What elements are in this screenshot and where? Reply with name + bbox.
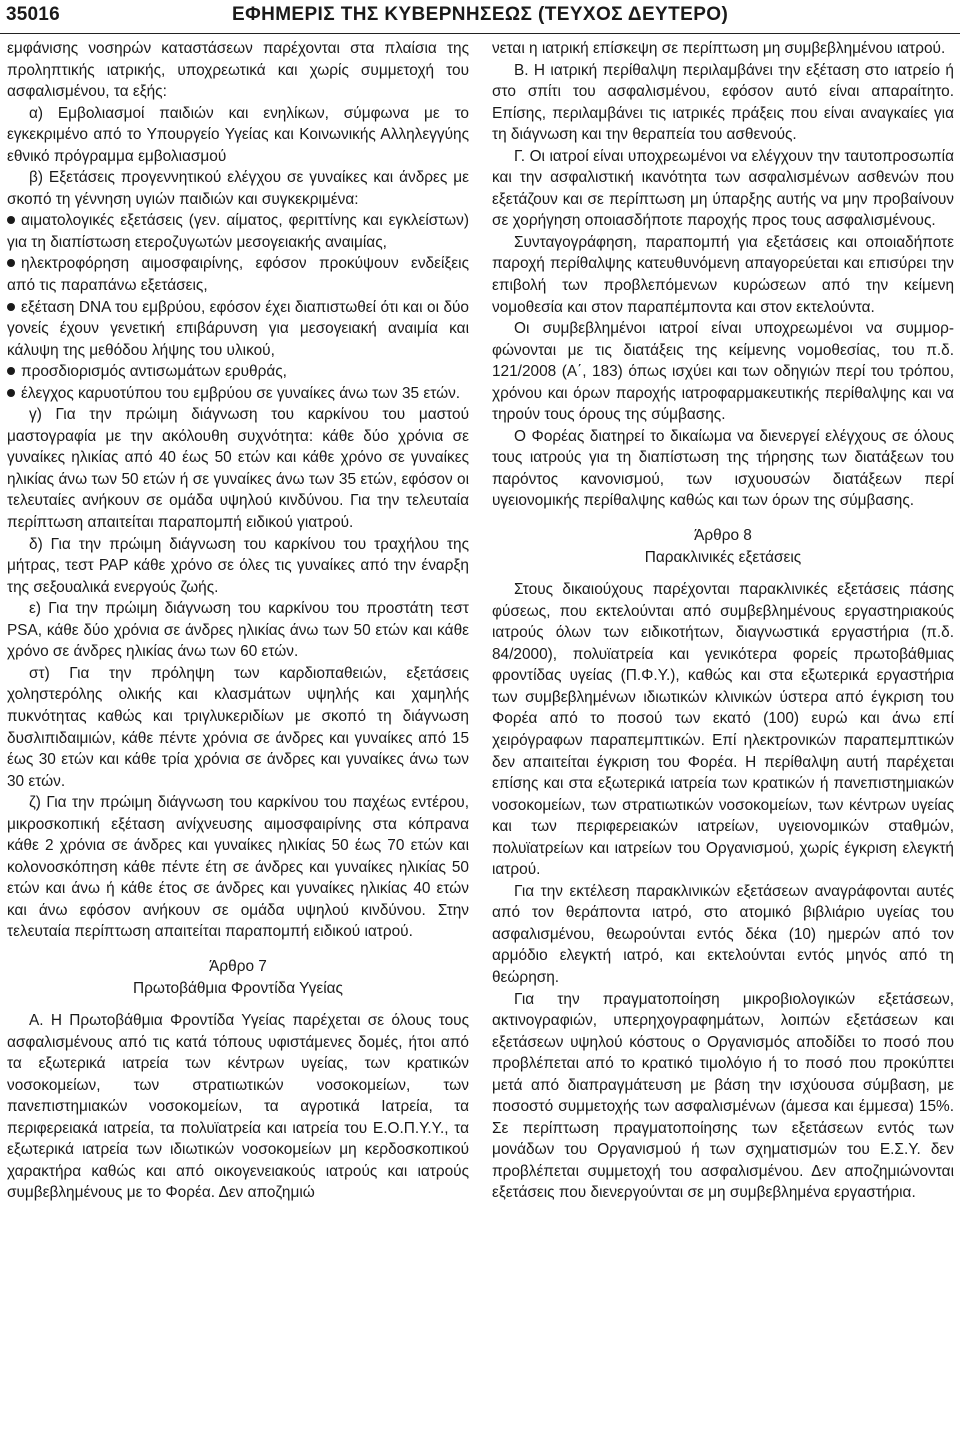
bullet-icon [7,389,15,397]
bullet-text: έλεγχος καρυοτύπου του εμβρύου σε γυναίκες άνω των 35 ετών. [21,384,461,402]
bullet-icon [7,216,15,224]
paragraph-cardiopathy: στ) Για την πρόληψη των καρδιοπαθειών, εξετάσεις χοληστερόλης ολικής και κλασμάτων υψηλής και χαμηλής πυκνότητας καθώς και τριγλυκεριδίων με σκοπό τη διάγνωση δυσλιπιδαιμιών, κάθε πέντε χρόνια σε άνδρες και γυναίκες από 15 έως 30 ετών και κάθε τρία χρόνια σε άνδρες και γυναίκες άνω των 30 ετών. [7,664,469,790]
paragraph-identity-check: Γ. Οι ιατροί είναι υποχρεωμένοι να ελέγχουν την ταυτοπροσωπία και την ασφαλιστική ικανότητα των ασφαλισμένων ασθενών που εξετάζουν και σε περίπτωση μη ύπαρξης αυτής να μην προβαίνουν σε χορήγηση οποιασδήποτε παροχής προς τους ασφαλισμένους. [492,147,954,230]
paragraph-continuation: νεται η ιατρική επίσκεψη σε περίπτωση μη συμβεβλημένου ιατρού. [492,40,946,57]
paragraph-prostate-cancer: ε) Για την πρώιμη διάγνωση του καρκίνου του προστάτη τεστ PSA, κάθε δύο χρόνια σε άνδρες ηλικίας άνω των 50 ετών και κάθε χρόνο σε άνδρες ηλικίας άνω των 60 ετών. [7,600,469,661]
right-column [492,38,954,1204]
paragraph-prenatal-tests: β) Εξετάσεις προγεννητικού ελέγχου σε γυναίκες και άνδρες με σκοπό τη γέννηση υγιών παιδιών και συγκεκριμένα: [7,169,469,208]
bullet-item [7,383,469,405]
article-8-title: Παρακλινικές εξετάσεις [644,548,802,566]
bullet-text: ηλεκτροφόρηση αιμοσφαιρίνης, εφόσον προκύψουν ενδείξεις από τις παραπάνω εξετάσεις, [7,255,469,295]
bullet-icon [7,367,15,375]
bullet-item [7,297,469,362]
journal-title: ΕΦΗΜΕΡΙΣ ΤΗΣ ΚΥΒΕΡΝΗΣΕΩΣ (ΤΕΥΧΟΣ ΔΕΥΤΕΡΟ) [232,4,729,25]
left-column [7,38,469,1204]
paragraph-vaccinations: α) Εμβολιασμοί παιδιών και ενηλίκων, σύμφωνα με το εγκεκριμένο από το Υπουργείο Υγείας και Κοινωνικής Αλληλεγγύης εθνικό πρόγραμμα εμβολιασμού [7,104,469,165]
paragraph-paraclinical-tests: Στους δικαιούχους παρέχονται παρακλινικές εξετάσεις πάσης φύσεως, που εκτελούνται από συμβεβλημένους εργαστηριακούς ιατρούς όλων των ειδικοτήτων, διαγνωστικά εργαστήρια (π.δ. 84/2000), πολυϊατρεία και γενικότερα φορείς πρωτοβάθμιας φροντίδας υγείας (Π.Φ.Υ.), καθώς και στα εξωτερικά εργαστήρια των συμβεβλημένων ιδιωτικών κλινικών ύστερα από έγκριση του Φορέα από το ποσού των εκατό (100) ευρώ και άνω επί χειρόγραφων παραπεμπτικών. Επί ηλεκτρονικών παραπεμπτικών δεν απαιτείται έγκριση του Φορέα. Η περίθαλψη αυτή παρέχεται επίσης και στα εξωτερικά ιατρεία των κρατικών ή πανεπιστημιακών νοσοκομείων, των στρατιωτικών νοσοκομείων, των κέντρων υγείας και των περιφερειακών ιατρείων, υγειονομικών σταθμών, πολυϊατρείων και ιατρείων του Οργανισμού, χωρίς έγκριση ελεγκτή ιατρού. [492,581,954,879]
bullet-item [7,253,469,296]
paragraph-cost-sharing: Για την πραγματοποίηση μικροβιολογικών εξετάσεων, ακτινογραφιών, υπερηχογραφημάτων, λοιπών εξετάσεων και εξετάσεων υψηλού κόστους ο Οργανισμός αποδίδει το ποσό που προβλέπεται από το κρατικό τιμολόγιο ή το ποσό που προκύπτει μετά από διαπραγμάτευση με βάση την ισχύουσα σύμβαση, με ποσοστό συμμετοχής των ασφαλισμένων (άμεσα και έμμεσα) 15%. Σε περίπτωση πραγματοποίησης των εξετάσεων εντός των μονάδων του Οργανισμού ή των σχηματισμών του Ε.Σ.Υ. δεν προβλέπεται συμμετοχή του ασφαλισμένου. Δεν αποζημιώνονται εξετάσεις που διενεργούνται σε μη συμβεβλημένα εργαστήρια. [492,990,954,1202]
article-7-number: Άρθρο 7 [209,957,267,975]
bullet-icon [7,259,15,267]
paragraph-prescription: Συνταγογράφηση, παραπομπή για εξετάσεις και οποιαδήποτε παροχή περίθαλψης κατευθυνόμενη απαγορεύεται και επισύρει την επιβολή των προβλεπόμενων κυρώσεων από την κείμενη νομοθεσία και στον παραπέμποντα και στον εκτελούντα. [492,233,954,316]
paragraph-cervical-cancer: δ) Για την πρώιμη διάγνωση του καρκίνου του τραχήλου της μήτρας, τεστ PAP κάθε χρόνο σε όλες τις γυναίκες από την έναρξη της σεξουαλικά ενεργούς ζωής. [7,535,469,596]
article-8-number: Άρθρο 8 [694,527,752,545]
paragraph: εμφάνισης νοσηρών καταστάσεων παρέχονται στα πλαίσια της προληπτικής ιατρικής, υποχρεωτικά και χωρίς συμμετοχή του ασφαλισμένου, τα εξής: [7,40,469,101]
page-header [0,0,960,34]
bullet-item [7,361,469,383]
paragraph-inspections: Ο Φορέας διατηρεί το δικαίωμα να διενεργεί ελέγχους σε όλους τους ιατρούς για τη διαπίστωση της τήρησης των διατάξεων του παρόντος κανονισμού, των ισχυουσών διατάξεων περί υγειονομικής περίθαλψης καθώς και των όρων της σύμβασης. [492,427,954,510]
paragraph-primary-care: Α. Η Πρωτοβάθμια Φροντίδα Υγείας παρέχεται σε όλους τους ασφαλισμένους από τις κατά τόπους υφιστάμενες δομές, ήτοι από τα εξωτερικά ιατρεία των κέντρων υγείας, των κρατικών νοσοκομείων, των στρατιωτικών νοσοκομείων, των πανεπιστημιακών νοσοκομείων, τα αγροτικά Ιατρεία, τα περιφερειακά ιατρεία, τα πολυϊατρεία και ιατρεία του Ε.Ο.Π.Υ.Υ., τα εξωτερικά ιατρεία των ιδιωτικών νοσοκομείων μη κερδοσκοπικού χαρακτήρα καθώς και από οικογενειακούς ιατρούς και ιατρούς συμβεβλημένους με το Φορέα. Δεν αποζημιώ [7,1012,469,1202]
bullet-text: εξέταση DNA του εμβρύου, εφόσον έχει διαπιστωθεί ότι και οι δύο γονείς έχουν γενετική επιβάρυνση για μεσογειακή αναιμία και κάλυψη της μεθόδου λήψης του υλικού, [7,298,469,359]
paragraph-colon-cancer: ζ) Για την πρώιμη διάγνωση του καρκίνου του παχέως εντέρου, μικροσκοπική εξέταση ανίχνευσης αιμοσφαιρίνης στα κόπρανα κάθε 2 χρόνια σε άνδρες και γυναίκες ηλικίας 50 έως 70 ετών και κολονοσκόπηση κάθε πέντε έτη σε άνδρες και γυναίκες ηλικίας 50 ετών και άνω ή κάθε έτος σε άνδρες και γυναίκες ηλικίας 40 ετών και άνω εφόσον ανήκουν σε ομάδα υψηλού κινδύνου. Στην τελευταία περίπτωση απαιτείται παραπομπή ειδικού ιατρού. [7,794,469,941]
bullet-text: αιματολογικές εξετάσεις (γεν. αίματος, φεριττίνης και εγκλείστων) για τη διαπίστωση ετεροζυγωτών μεσογειακής αναιμίας, [7,212,469,251]
paragraph-test-prescription: Για την εκτέλεση παρακλινικών εξετάσεων αναγράφονται αυτές από τον θεράποντα ιατρό, στο ατομικό βιβλιάριο υγείας του ασφαλισμένου, θεωρούνται εντός δέκα (10) ημερών από τον αρμόδιο ελεγκτή ιατρό, και εκτελούνται εντός μηνός από τη θεώρηση. [492,882,954,986]
paragraph-medical-care: Β. Η ιατρική περίθαλψη περιλαμβάνει την εξέταση στο ιατρείο ή στο σπίτι του ασφαλισμένου, εφόσον αυτό είναι απαραίτητο. Επίσης, περιλαμβάνει τις ιατρικές πράξεις που είναι αναγκαίες για τη διάγνωση και την θεραπεία του ασθενούς. [492,61,954,144]
bullet-text: προσδιορισμός αντισωμάτων ερυθράς, [21,363,287,381]
bullet-icon [7,303,15,311]
bullet-item [7,210,469,253]
paragraph-compliance: Οι συμβεβλημένοι ιατροί είναι υποχρεωμένοι να συμμορφώνονται με τις διατάξεις της κείμενης νομοθεσίας, του π.δ. 121/2008 (Α΄, 183) όπως ισχύει και των οδηγιών περί του τρόπου, χρόνου και όρων παροχής ιατροφαρμακευτικής περίθαλψης και να τηρούν τους όρους της σύμβασης. [492,320,954,424]
article-7-title: Πρωτοβάθμια Φροντίδα Υγείας [133,979,343,997]
paragraph-breast-cancer: γ) Για την πρώιμη διάγνωση του καρκίνου του μαστού μαστογραφία με την ακόλουθη συχνότητα: κάθε δύο χρόνια σε γυναίκες ηλικίας από 40 έως 50 ετών και κάθε χρόνο σε γυναίκες ηλικίας άνω των 50 ετών ή σε γυναίκες άνω των 35 ετών, εφόσον οι τελευταίες ανήκουν σε ομάδα υψηλού κινδύνου. Για την τελευταία περίπτωση απαιτείται παραπομπή ειδικού γιατρού. [7,406,469,532]
page-number: 35016 [6,4,60,25]
